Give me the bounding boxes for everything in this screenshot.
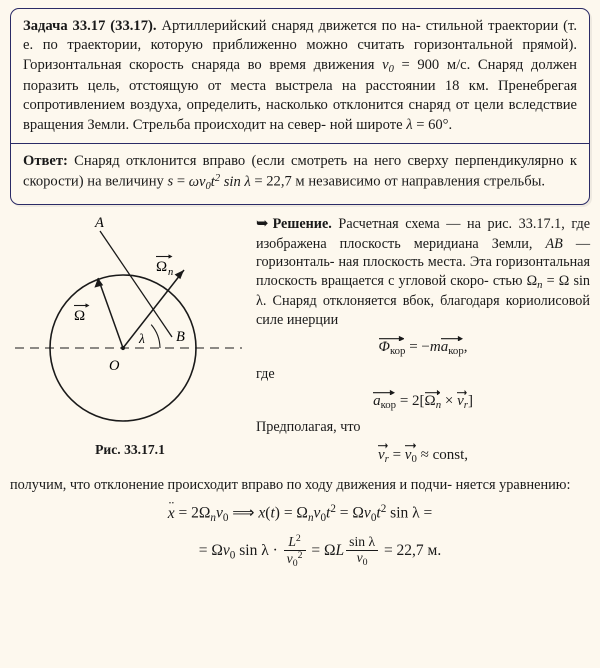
tail-line-2: няется уравнению: <box>455 477 571 493</box>
angle-arc-lambda <box>151 325 160 348</box>
formula-omega-v0-t2-sinlambda: $\omega v_0t^2$ sin λ <box>188 172 251 192</box>
label-omega-n-vector-arrowhead <box>169 255 173 259</box>
box-divider <box>11 143 589 144</box>
solution-line-5: плоскость вращается с угловой скоро- <box>256 272 489 289</box>
label-omega-n-group <box>156 255 173 279</box>
vec-v-r-2: $v_r$ <box>378 446 389 466</box>
answer-line-1: Снаряд отклонится вправо (если смотреть на него сверху <box>67 153 449 170</box>
label-A: A <box>95 215 104 232</box>
vec-phi-kor: $\Phi_{кор}$ <box>379 338 406 358</box>
figure-caption: Рис. 33.17.1 <box>95 442 165 458</box>
subscript-kor-3: кор <box>380 399 397 412</box>
label-omega-group <box>74 304 90 325</box>
problem-box <box>10 8 590 205</box>
label-B: B <box>176 329 185 346</box>
solution-heading: Решение. <box>272 216 332 233</box>
answer-line-2a: перпендикулярно к скорости) на величину <box>23 153 578 190</box>
solution-line-3c: — горизонталь- <box>256 235 591 271</box>
problem-line-4b: = 900 м/с. Снаряд должен поразить <box>23 56 577 94</box>
solution-AB-italic: AB <box>545 235 563 252</box>
vector-omega <box>98 278 123 348</box>
answer-line-2b: = 22,7 м <box>250 173 305 190</box>
tail-line-1: получим, что отклонение происходит вправо по ходу движения и подчи- <box>10 477 453 493</box>
problem-line-5: цель, отстоящую от места выстрела на расстоянии 18 км. Пренебрегая <box>87 77 577 94</box>
label-lambda: λ <box>139 331 145 347</box>
solution-line-8: инерции <box>286 311 339 328</box>
label-omega: Ω <box>74 308 86 325</box>
solution-tail-text <box>10 476 590 495</box>
problem-line-4a: снаряда во время движения <box>191 56 383 73</box>
problem-line-3: можно считать горизонтальной прямой). Горизонтальная скорость <box>23 37 577 73</box>
fraction-sinlambda-over-v0: $\frac{\text{sin λ}}{v_0}$ <box>346 535 378 568</box>
x-double-dot: x ·· <box>168 505 175 523</box>
symbol-lambda: λ <box>406 116 413 133</box>
formula-s: s <box>167 173 174 190</box>
vec-v-r: $v_r$ <box>457 392 468 412</box>
equation-final-derivation: x ·· = $2\Omega_nv_0$ ⟹ $x(t) = \Omega_nv_0t^2 = \Omega v_0t^2$ sin λ = <box>10 503 590 524</box>
where-label: где <box>256 365 275 382</box>
solution-line-3a: меридиана Земли, <box>413 235 546 252</box>
equation-velocity-assumption: $v_r$ = $v_0$ ≈ const, <box>256 446 590 466</box>
solution-line-6c: = Ω sin λ. Снаряд отклоняется <box>256 272 591 310</box>
solution-paragraph <box>256 215 590 329</box>
fraction-L2-over-v02: $\frac{L^2}{v_0^2}$ <box>284 534 306 569</box>
label-omega-n: Ω <box>156 259 168 276</box>
problem-line-6: сопротивлением воздуха, определить, насколько отклонится снаряд <box>23 97 451 114</box>
problem-line-8b: = 60°. <box>412 116 453 133</box>
problem-line-2: стильной траектории (т. е. по траектории, которую приближенно <box>23 18 577 54</box>
subscript-n: n <box>435 399 442 412</box>
solution-line-1: Расчетная схема — на <box>331 216 481 233</box>
equation-coriolis-force: $\Phi_{кор} = -m$ $a_{кор}$, <box>256 338 590 358</box>
solution-line-2: рис. 33.17.1, где изображена плоскость <box>256 216 590 252</box>
vec-v-0: $v_0$ <box>405 446 417 466</box>
symbol-v0: $v_0$ <box>382 56 394 75</box>
solution-line-4: ная плоскость места. Эта горизонтальная <box>338 254 591 271</box>
vec-a-kor-2: $a_{кор}$ <box>373 392 396 412</box>
problem-number: Задача 33.17 (33.17). <box>23 18 157 34</box>
label-O: O <box>109 358 120 375</box>
vector-omega-n-arrowhead <box>175 270 184 279</box>
problem-line-7: от цели вследствие вращения Земли. Стрельба происходит на север- <box>23 97 577 133</box>
problem-statement <box>23 17 577 135</box>
answer-line-3: независимо от направления стрельбы. <box>308 173 546 190</box>
arrow-bullet-icon: ➥ <box>256 216 269 233</box>
figure-column <box>10 215 250 472</box>
label-omega-vector-arrowhead <box>86 304 90 308</box>
equation-final-result: = $\Omega v_0$ sin λ · $\frac{L^2}{v_0^2}$ = ΩL $\frac{\text{sin λ}}{v_0}$ = 22,7 м. <box>198 532 442 569</box>
assumption-label: Предполагая, что <box>256 419 361 436</box>
answer-block <box>23 151 577 194</box>
solution-line-6a: стью Ω <box>492 272 538 289</box>
subscript-kor-1: кор <box>389 345 406 358</box>
equation-coriolis-acceleration: $a_{кор} = 2$[ $\Omega_n$ × $v_r$] <box>256 392 590 412</box>
solution-column <box>250 215 590 472</box>
subscript-kor-2: кор <box>448 345 464 358</box>
answer-label: Ответ: <box>23 153 68 170</box>
problem-line-1: Артиллерийский снаряд движется по на- <box>161 18 421 34</box>
vec-a-kor: $a_{кор}$ <box>441 338 464 358</box>
line-AB <box>100 231 172 337</box>
problem-line-8a: ной широте <box>329 116 407 133</box>
vec-omega-n: $\Omega_n$ <box>425 392 442 412</box>
figure-diagram <box>10 215 250 440</box>
solution-line-7: вбок, благодаря кориолисовой силе <box>256 293 590 328</box>
equals-sign: = <box>173 173 189 190</box>
lower-section <box>10 215 590 472</box>
label-omega-n-subscript: n <box>168 267 174 279</box>
solution-omega-n-sub: n <box>537 279 543 291</box>
